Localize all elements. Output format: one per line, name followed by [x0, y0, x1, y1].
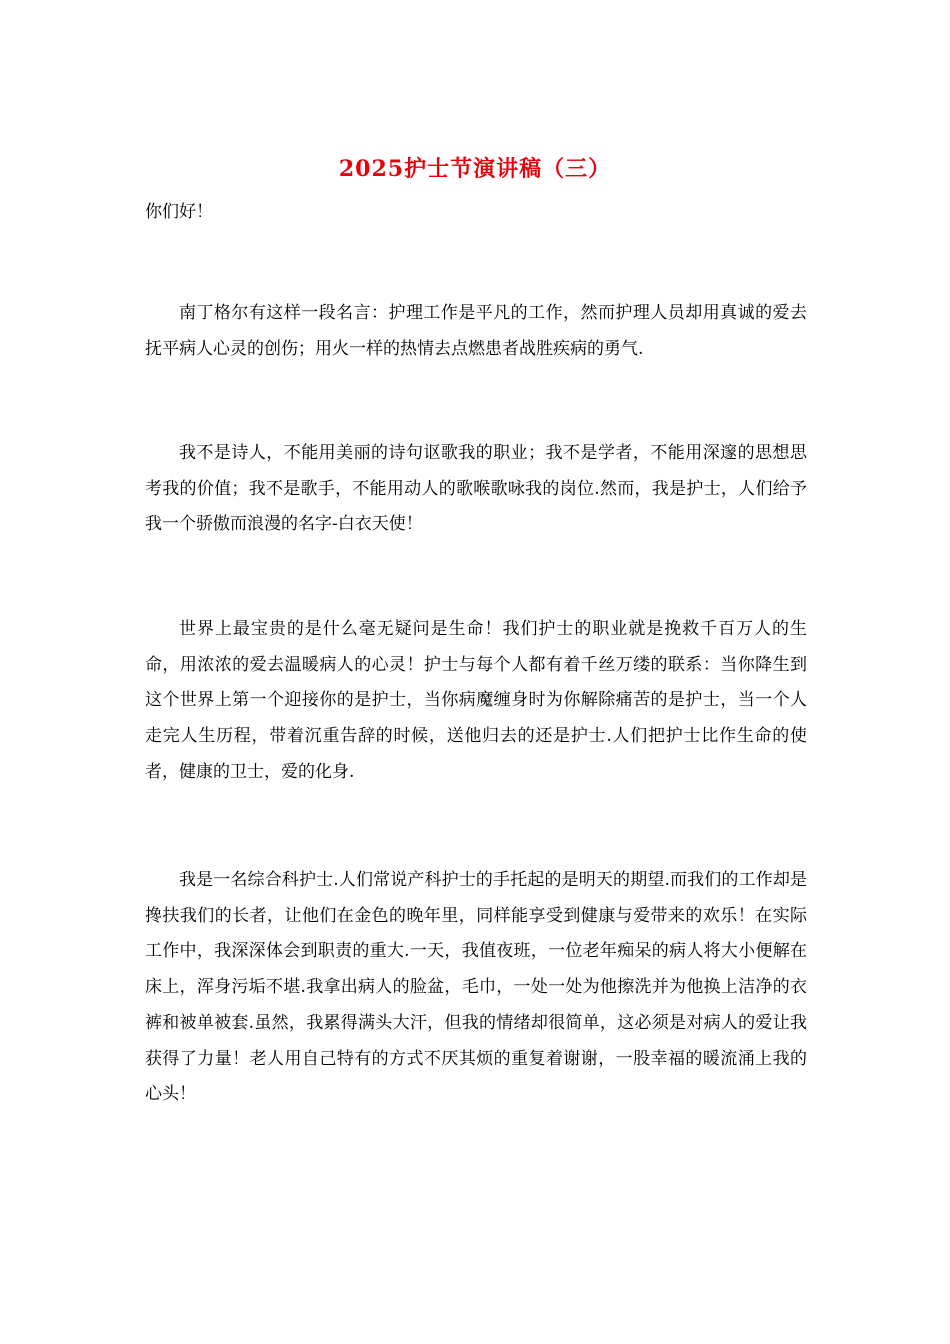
paragraph-2: 我不是诗人，不能用美丽的诗句讴歌我的职业；我不是学者，不能用深邃的思想思考我的价值；我不是歌手，不能用动人的歌喉歌咏我的岗位.然而，我是护士，人们给予我一个骄傲而浪漫的名字-白衣天使！ [145, 443, 807, 535]
document-title: 2025护士节演讲稿（三） [338, 156, 612, 182]
paragraph-3: 世界上最宝贵的是什么毫无疑问是生命！我们护士的职业就是挽救千百万人的生命，用浓浓的爱去温暖病人的心灵！护士与每个人都有着千丝万缕的联系：当你降生到这个世界上第一个迎接你的是护士，当你病魔缠身时为你解除痛苦的是护士，当一个人走完人生历程，带着沉重告辞的时候，送他归去的还是护士.人们把护士比作生命的使者，健康的卫士，爱的化身. [145, 619, 807, 782]
paragraph-1: 南丁格尔有这样一段名言：护理工作是平凡的工作，然而护理人员却用真诚的爱去抚平病人心灵的创伤；用火一样的热情去点燃患者战胜疾病的勇气. [145, 303, 807, 359]
greeting: 你们好！ [145, 202, 213, 222]
paragraph-4: 我是一名综合科护士.人们常说产科护士的手托起的是明天的期望.而我们的工作却是搀扶我们的长者，让他们在金色的晚年里，同样能享受到健康与爱带来的欢乐！在实际工作中，我深深体会到职责的重大.一天，我值夜班，一位老年痴呆的病人将大小便解在床上，浑身污垢不堪.我拿出病人的脸盆，毛巾，一处一处为他擦洗并为他换上洁净的衣裤和被单被套.虽然，我累得满头大汗，但我的情绪却很简单，这必须是对病人的爱让我获得了力量！老人用自己特有的方式不厌其烦的重复着谢谢，一股幸福的暖流涌上我的心头！ [145, 870, 807, 1105]
